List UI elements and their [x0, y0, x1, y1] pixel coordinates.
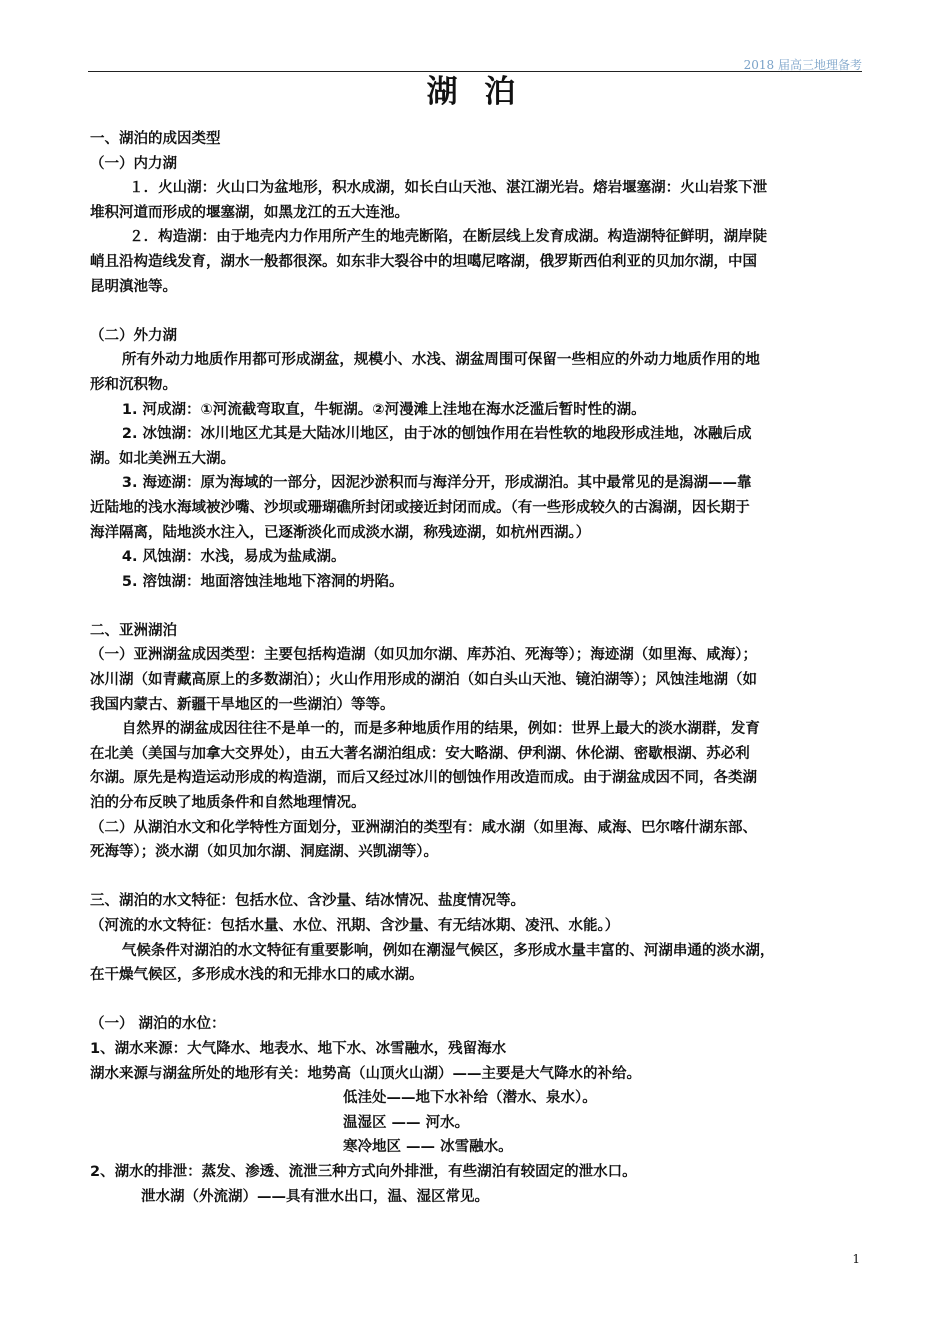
- paragraph-line: 我国内蒙古、新疆干旱地区的一些湖泊）等等。: [90, 696, 395, 713]
- blank-line: [90, 594, 870, 619]
- section-heading: 一、湖泊的成因类型: [90, 131, 221, 147]
- page-title: 湖 泊: [426, 74, 524, 110]
- paragraph-line: （二）从湖泊水文和化学特性方面划分，亚洲湖泊的类型有：咸水湖（如里海、咸海、巴尔喀什湖东部、: [90, 819, 757, 836]
- paragraph-line: 形和沉积物。: [90, 376, 177, 393]
- paragraph-line: （一）亚洲湖盆成因类型：主要包括构造湖（如贝加尔湖、库苏泊、死海等）；海迹湖（如里海、咸海）；: [90, 647, 757, 664]
- section-heading: 二、亚洲湖泊: [90, 622, 177, 639]
- paragraph-line: 自然界的湖盆成因往往不是单一的，而是多种地质作用的结果，例如：世界上最大的淡水湖群，发育: [121, 721, 760, 738]
- list-item: 1. 河成湖：①河流截弯取直，牛轭湖。②河漫滩上洼地在海水泛滥后暂时性的湖。: [121, 401, 646, 418]
- paragraph-line: 1、湖水来源：大气降水、地表水、地下水、冰雪融水，残留海水: [90, 1040, 507, 1057]
- subsection-heading: （一） 湖泊的水位：: [90, 1016, 226, 1033]
- paragraph-line: 尔湖。原先是构造运动形成的构造湖，而后又经过冰川的刨蚀作用改造而成。由于湖盆成因不同，各类湖: [90, 770, 757, 787]
- list-item: 2. 冰蚀湖：冰川地区尤其是大陆冰川地区，由于冰的刨蚀作用在岩性软的地段形成洼地，冰融后成: [121, 426, 752, 443]
- paragraph-line: 湖。如北美洲五大湖。: [90, 450, 235, 467]
- paragraph-line: 堆积河道而形成的堰塞湖，如黑龙江的五大连池。: [90, 204, 409, 221]
- paragraph-line: 在北美（美国与加拿大交界处），由五大著名湖泊组成：安大略湖、伊利湖、休伦湖、密歇根湖、苏必利: [90, 745, 750, 762]
- paragraph-line: 寒冷地区 —— 冰雪融水。: [343, 1139, 513, 1156]
- section-heading: 三、湖泊的水文特征：包括水位、含沙量、结冰情况、盐度情况等。: [90, 893, 525, 910]
- paragraph-line: 峭且沿构造线发育，湖水一般都很深。如东非大裂谷中的坦噶尼喀湖，俄罗斯西伯利亚的贝加尔湖，中国: [90, 253, 757, 270]
- paragraph-line: 在干燥气候区，多形成水浅的和无排水口的咸水湖。: [90, 967, 424, 984]
- paragraph-line: ２．构造湖：由于地壳内力作用所产生的地壳断陷，在断层线上发育成湖。构造湖特征鲜明，湖岸陡: [129, 229, 768, 246]
- header-note: 2018 届高三地理备考: [743, 58, 862, 72]
- blank-line: [90, 299, 870, 324]
- paragraph-line: 2、湖水的排泄：蒸发、渗透、流泄三种方式向外排泄，有些湖泊有较固定的泄水口。: [90, 1163, 637, 1180]
- paragraph-line: 死海等）；淡水湖（如贝加尔湖、洞庭湖、兴凯湖等）。: [90, 844, 438, 861]
- page-number: 1: [852, 1252, 860, 1266]
- blank-line: [90, 865, 870, 890]
- paragraph-line: 气候条件对湖泊的水文特征有重要影响，例如在潮湿气候区，多形成水量丰富的、河湖串通的淡水湖，: [121, 942, 775, 959]
- paragraph-line: 温湿区 —— 河水。: [343, 1114, 470, 1131]
- list-item: 4. 风蚀湖：水浅，易成为盐咸湖。: [121, 549, 346, 566]
- subsection-heading: （一）内力湖: [90, 155, 177, 172]
- subsection-heading: （二）外力湖: [90, 327, 177, 344]
- list-item: 3. 海迹湖：原为海域的一部分，因泥沙淤积而与海洋分开，形成湖泊。其中最常见的是潟湖——靠: [121, 475, 752, 492]
- paragraph-line: 泄水湖（外流湖）——具有泄水出口，温、湿区常见。: [141, 1188, 489, 1205]
- paragraph-line: 昆明滇池等。: [90, 278, 177, 295]
- paragraph-line: 海洋隔离，陆地淡水注入，已逐渐淡化而成淡水湖，称残迹湖，如杭州西湖。）: [90, 524, 591, 541]
- document-body: [90, 127, 870, 1209]
- paragraph-line: （河流的水文特征：包括水量、水位、汛期、含沙量、有无结冰期、凌汛、水能。）: [90, 918, 620, 934]
- list-item: 5. 溶蚀湖：地面溶蚀洼地地下溶洞的坍陷。: [121, 573, 404, 590]
- paragraph-line: 低洼处——地下水补给（潜水、泉水）。: [343, 1090, 597, 1107]
- blank-line: [90, 988, 870, 1013]
- paragraph-line: 所有外动力地质作用都可形成湖盆，规模小、水浅、湖盆周围可保留一些相应的外动力地质作用的地: [121, 352, 760, 369]
- paragraph-line: 冰川湖（如青藏高原上的多数湖泊）；火山作用形成的湖泊（如白头山天池、镜泊湖等）；风蚀洼地湖（如: [90, 672, 757, 689]
- paragraph-line: １．火山湖：火山口为盆地形，积水成湖，如长白山天池、湛江湖光岩。熔岩堰塞湖：火山岩浆下泄: [129, 180, 768, 197]
- paragraph-line: 近陆地的浅水海域被沙嘴、沙坝或珊瑚礁所封闭或接近封闭而成。（有一些形成较久的古潟湖，因长期于: [90, 499, 750, 516]
- paragraph-line: 泊的分布反映了地质条件和自然地理情况。: [90, 795, 366, 812]
- paragraph-line: 湖水来源与湖盆所处的地形有关：地势高（山顶火山湖）——主要是大气降水的补给。: [90, 1065, 641, 1082]
